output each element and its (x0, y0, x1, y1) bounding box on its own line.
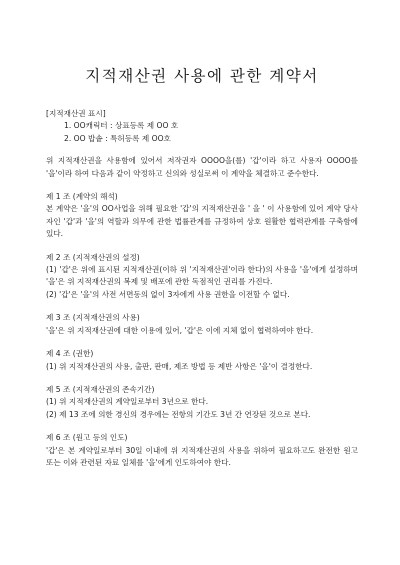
preamble (46, 155, 358, 180)
preamble-text: 위 지적재산권을 사용함에 있어서 저작권자 OOOO을(를) '갑'이라 하고 사용자 OOOO를 '을'이라 하여 다음과 같이 약정하고 신의와 성실로써 이 계약을 체결하고 준수한다. (46, 156, 358, 178)
ip-item-1: 1. OO캐릭터 : 상표등록 제 OO 호 (64, 121, 179, 131)
article-heading: 제 4 조 (권한) (46, 349, 94, 359)
article-3 (46, 312, 358, 337)
article-text: '갑'은 본 계약일로부터 30일 이내에 위 지적재산권의 사용을 위하여 필요하고도 완전한 원고 또는 이와 관련된 자료 일체를 '을'에게 인도하여야 한다. (46, 445, 358, 467)
article-text: (2) 제 13 조에 의한 경신의 경우에는 전항의 기간도 3년 간 연장된 것으로 본다. (46, 409, 311, 419)
ip-label: [지적재산권 표시] (46, 109, 106, 118)
ip-list (46, 120, 358, 145)
ip-item-2: 2. OO 밥솥 : 특허등록 제 OO호 (64, 133, 171, 143)
article-text: (1) 위 지적재산권의 사용, 출판, 판매, 제조 방법 등 제반 사항은 '을'이 결정한다. (46, 361, 313, 371)
article-text: (1) '갑'은 위에 표시된 지적재산권(이하 위 '지적재산권'이라 한다)의 사용을 '을'에게 설정하며 '을'은 위 지적재산권의 복제 및 배포에 관한 독점적인 권리를 가진다. (46, 265, 358, 287)
article-1 (46, 191, 358, 241)
article-heading: 제 3 조 (지적재산권의 사용) (46, 313, 140, 323)
article-heading: 제 1 조 (계약의 해석) (46, 192, 118, 202)
article-heading: 제 5 조 (지적재산권의 존속기간) (46, 384, 155, 394)
article-6 (46, 432, 358, 469)
article-2 (46, 252, 358, 302)
article-heading: 제 2 조 (지적재산권의 설정) (46, 252, 140, 262)
article-text: 본 계약은 '을'의 OO사업을 위해 필요한 '갑'의 지적재산권을 ' 을 ' 이 사용함에 있어 계약 당사자인 '갑'과 '을'의 역할과 의무에 관한 법률관계를 규정하여 상호 원활한 협력관계를 구축함에 있다. (46, 204, 358, 239)
article-heading: 제 6 조 (원고 등의 인도) (46, 433, 128, 443)
article-5 (46, 384, 358, 421)
article-4 (46, 348, 358, 373)
page-title: 지적재산권 사용에 관한 계약서 (85, 67, 319, 85)
article-text: (2) '갑'은 '을'의 사전 서면동의 없이 3자에게 사용 권한을 이전할 수 없다. (46, 289, 290, 299)
article-text: '을'은 위 지적재산권에 대한 이용에 있어, '갑'은 이에 지체 없이 협력하여야 한다. (46, 325, 314, 335)
ip-section (46, 108, 358, 145)
article-text: (1) 위 지적재산권의 계약일로부터 3년으로 한다. (46, 397, 209, 407)
